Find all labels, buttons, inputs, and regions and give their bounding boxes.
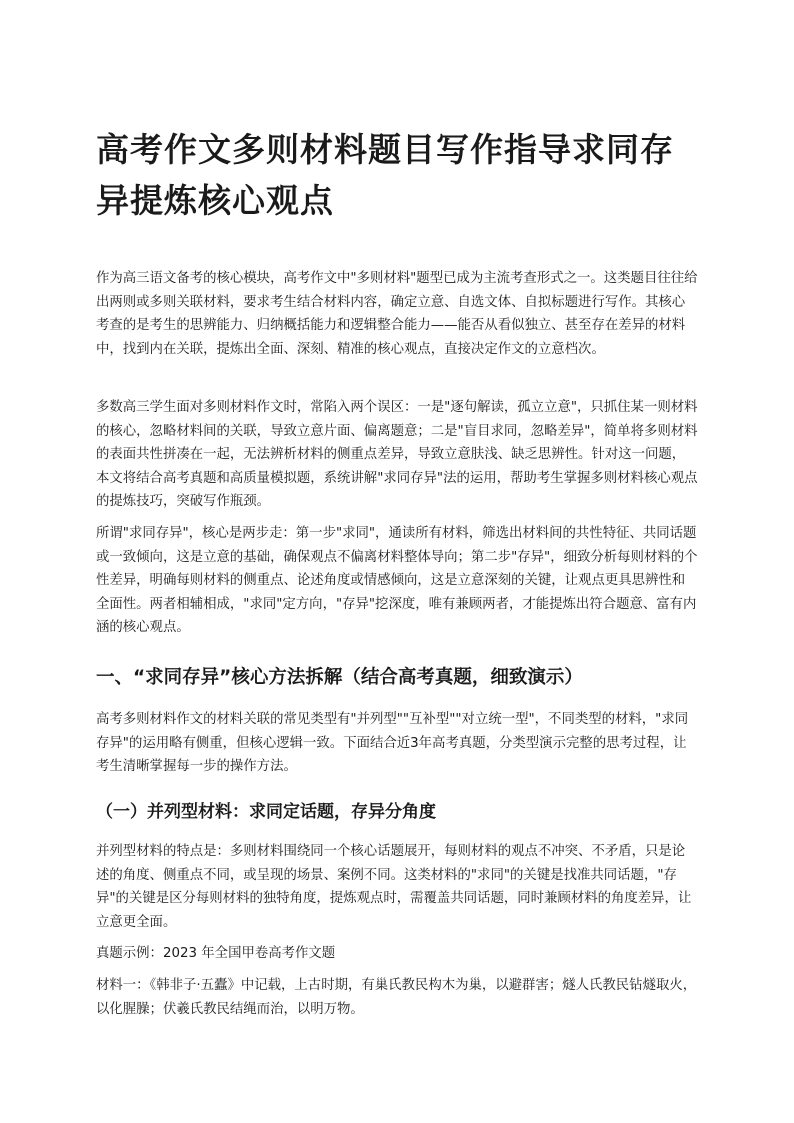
intro-paragraph: 作为高三语文备考的核心模块，高考作文中"多则材料"题型已成为主流考查形式之一。这类题目往往给出两则或多则关联材料，要求考生结合材料内容，确定立意、自选文体、自拟标题进行写作。其核心考查的是考生的思辨能力、归纳概括能力和逻辑整合能力——能否从看似独立、甚至存在差异的材料中，找到内在关联，提炼出全面、深刻、精准的核心观点，直接决定作文的立意档次。 xyxy=(96,271,698,357)
material-one-paragraph: 材料一：《韩非子·五蠹》中记载，上古时期，有巢氏教民构木为巢，以避群害；燧人氏教民钻燧取火，以化腥臊；伏羲氏教民结绳而治，以明万物。 xyxy=(96,978,697,1017)
section-intro-paragraph: 高考多则材料作文的材料关联的常见类型有"并列型""互补型""对立统一型"，不同类型的材料，"求同存异"的运用略有侧重，但核心逻辑一致。下面结合近3年高考真题，分类型演示完整的思考过程，让考生清晰掌握每一步的操作方法。 xyxy=(96,712,689,775)
document-title: 高考作文多则材料题目写作指导求同存异提炼核心观点 xyxy=(96,130,674,220)
misconception-paragraph: 多数高三学生面对多则材料作文时，常陷入两个误区：一是"逐句解读，孤立立意"，只抓住某一则材料的核心，忽略材料间的关联，导致立意片面、偏离题意；二是"盲目求同，忽略差异"，简单将多则材料的表面共性拼凑在一起，无法辨析材料的侧重点差异，导致立意肤浅、缺乏思辨性。针对这一问题，本文将结合高考真题和高质量模拟题，系统讲解"求同存异"法的运用，帮助考生掌握多则材料核心观点的提炼技巧，突破写作瓶颈。 xyxy=(96,400,698,510)
section-heading: 一、“求同存异”核心方法拆解（结合高考真题，细致演示） xyxy=(96,667,583,688)
subsection-heading: （一）并列型材料：求同定话题，存异分角度 xyxy=(96,802,436,822)
method-paragraph: 所谓"求同存异"，核心是两步走：第一步"求同"，通读所有材料，筛选出材料间的共性特征、共同话题或一致倾向，这是立意的基础，确保观点不偏离材料整体导向；第二步"存异"，细致分析每则材料的个性差异，明确每则材料的侧重点、论述角度或情感倾向，这是立意深刻的关键，让观点更具思辨性和全面性。两者相辅相成，"求同"定方向，"存异"挖深度，唯有兼顾两者，才能提炼出符合题意、富有内涵的核心观点。 xyxy=(96,526,698,636)
parallel-materials-paragraph: 并列型材料的特点是：多则材料围绕同一个核心话题展开，每则材料的观点不冲突、不矛盾，只是论述的角度、侧重点不同，或呈现的场景、案例不同。这类材料的"求同"的关键是找准共同话题，"存异"的关键是区分每则材料的独特角度，提炼观点时，需覆盖共同话题，同时兼顾材料的角度差异，让立意更全面。 xyxy=(96,844,692,930)
example-label: 真题示例：2023 年全国甲卷高考作文题 xyxy=(96,946,336,961)
